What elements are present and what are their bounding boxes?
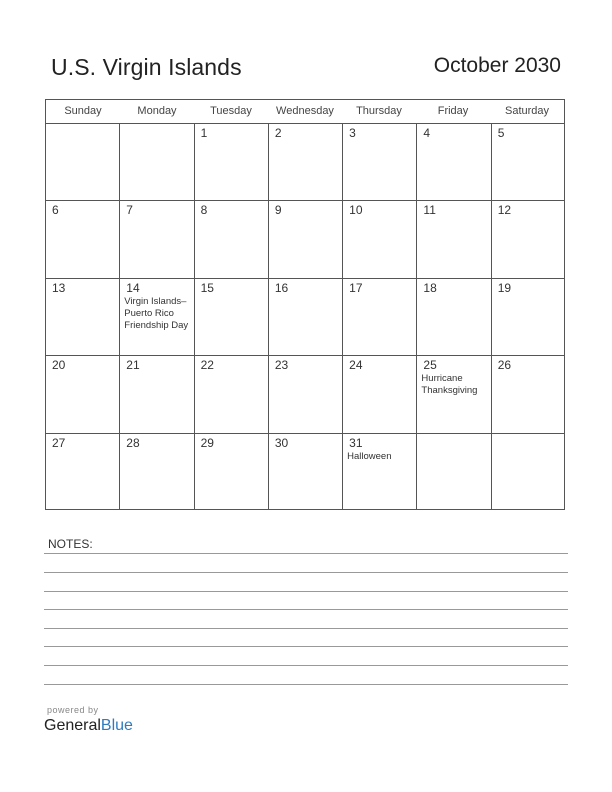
brand-general: General: [44, 717, 101, 734]
day-cell[interactable]: [120, 123, 194, 200]
day-cell[interactable]: [195, 200, 269, 277]
holiday-label: Virgin Islands–Puerto Rico Friendship Day: [124, 295, 189, 331]
day-number: 2: [274, 126, 282, 140]
day-cell[interactable]: [343, 433, 417, 510]
day-cell[interactable]: [492, 123, 566, 200]
holiday-label: Halloween: [347, 450, 392, 462]
brand-logo[interactable]: [44, 717, 133, 735]
day-cell[interactable]: [46, 200, 120, 277]
day-cell[interactable]: [46, 278, 120, 355]
day-cell[interactable]: [120, 355, 194, 432]
day-cell[interactable]: [269, 200, 343, 277]
weekday-wednesday: Wednesday: [276, 105, 334, 117]
day-number: 30: [274, 435, 289, 450]
day-number: 15: [200, 280, 214, 295]
notes-line: [44, 646, 568, 647]
day-number: 1: [200, 126, 208, 140]
notes-line: [44, 553, 568, 554]
day-number: 9: [274, 203, 282, 218]
day-cell[interactable]: [120, 433, 194, 510]
day-cell[interactable]: [269, 433, 343, 510]
day-cell[interactable]: [269, 278, 343, 355]
day-number: 26: [497, 358, 512, 373]
day-cell[interactable]: [417, 433, 491, 510]
day-cell[interactable]: [417, 278, 491, 355]
day-number: 20: [52, 358, 66, 373]
weekday-friday: Friday: [437, 105, 469, 117]
day-cell[interactable]: [417, 123, 491, 200]
day-number: 29: [200, 435, 214, 450]
day-cell[interactable]: [417, 355, 491, 432]
weekday-tuesday: Tuesday: [210, 105, 252, 117]
day-number: 18: [423, 280, 437, 295]
day-number: 22: [200, 358, 214, 373]
day-cell[interactable]: [492, 200, 566, 277]
day-cell[interactable]: [417, 200, 491, 277]
notes-line: [44, 665, 568, 666]
weekday-header: [46, 100, 564, 124]
notes-line: [44, 628, 568, 629]
day-number: 16: [274, 280, 289, 295]
day-number: 12: [497, 203, 512, 218]
day-cell[interactable]: [46, 433, 120, 510]
day-cell[interactable]: [492, 355, 566, 432]
day-number: 11: [423, 203, 436, 218]
month-title: October 2030: [433, 54, 561, 77]
calendar-grid: [45, 99, 565, 510]
day-cell[interactable]: [195, 355, 269, 432]
notes-line: [44, 572, 568, 573]
day-cell[interactable]: [195, 433, 269, 510]
holiday-label: Hurricane Thanksgiving: [421, 373, 478, 397]
weekday-sunday: Sunday: [64, 105, 102, 117]
day-cell[interactable]: [343, 278, 417, 355]
day-cell[interactable]: [46, 123, 120, 200]
country-title: U.S. Virgin Islands: [51, 54, 242, 80]
day-number: 10: [349, 203, 363, 218]
day-cell[interactable]: [195, 278, 269, 355]
day-number: 19: [497, 280, 512, 295]
day-number: 31: [349, 435, 363, 450]
day-cell[interactable]: [195, 123, 269, 200]
day-number: 7: [126, 203, 133, 218]
day-number: 4: [423, 126, 431, 140]
day-number: 13: [52, 280, 66, 295]
day-cell[interactable]: [120, 278, 194, 355]
day-cell[interactable]: [492, 278, 566, 355]
day-cell[interactable]: [343, 355, 417, 432]
day-cell[interactable]: [269, 355, 343, 432]
day-number: 6: [52, 203, 59, 218]
day-number: 3: [349, 126, 356, 140]
weekday-thursday: Thursday: [356, 105, 402, 117]
day-cell[interactable]: [343, 123, 417, 200]
notes-line: [44, 609, 568, 610]
weekday-monday: Monday: [137, 105, 177, 117]
notes-label: NOTES:: [48, 537, 93, 551]
day-number: 21: [126, 358, 140, 373]
day-number: 5: [497, 126, 505, 140]
notes-line: [44, 591, 568, 592]
brand-blue: Blue: [100, 717, 133, 734]
day-cell[interactable]: [120, 200, 194, 277]
day-number: 23: [274, 358, 289, 373]
weekday-saturday: Saturday: [504, 105, 550, 117]
day-number: 27: [52, 435, 66, 450]
day-cell[interactable]: [343, 200, 417, 277]
powered-by-text: powered by: [47, 705, 99, 715]
day-cell[interactable]: [269, 123, 343, 200]
day-cell[interactable]: [46, 355, 120, 432]
day-number: 17: [349, 280, 363, 295]
day-number: 24: [349, 358, 363, 373]
day-number: 8: [200, 203, 208, 218]
day-number: 25: [423, 358, 437, 373]
day-grid: [46, 123, 564, 510]
day-number: 28: [126, 435, 140, 450]
day-cell[interactable]: [492, 433, 566, 510]
notes-line: [44, 684, 568, 685]
day-number: 14: [126, 280, 140, 295]
